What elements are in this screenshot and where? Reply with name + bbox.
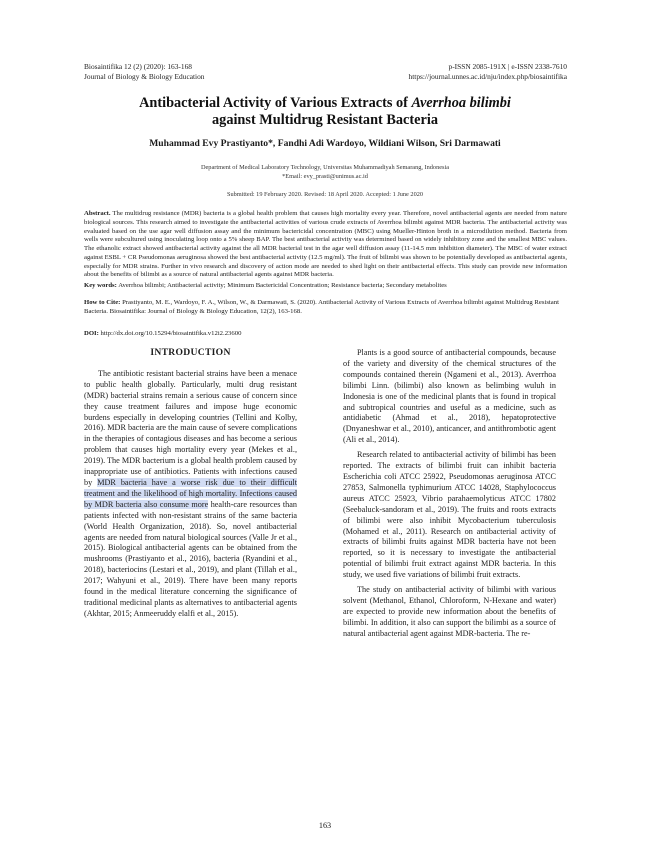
page-number: 163 (318, 821, 332, 830)
abstract-label: Abstract. (84, 210, 111, 217)
keywords-text: Averrhoa bilimbi; Antibacterial activity; Minimum Bactericidal Concentration; Resistance bacteria; Secondary metabolites (118, 282, 447, 289)
intro-paragraph-1-end: health-care resources than patients infected with non-resistant strains of the same bacteria (World Health Organization, 2018). So, novel antibacterial agents are needed from natural biological sources (Valle Jr et al., 2015). Biological antibacterial agents can be obtained from the mushrooms (Prastiyanto et al., 2016), bacteria (Ryandini et al., 2018), bacteriocins (Lestari et al., 2019), and plant (Tillah et al., 2017; Wahyuni et al., 2019). There have been many reports found in the medical literature concerning the significance of traditional medicinal plants as alternatives to antibacterial agents (Akhtar, 2015; Anmeeruddy elalfi et al., 2015). (84, 499, 297, 618)
abstract-text: The multidrug resistance (MDR) bacteria is a global health problem that causes high mortality every year. Therefore, novel antibacterial agents are needed from nature biological sources. This research aimed to investigate the antibacterial activities of various crude extracts of Averrhoa bilimbi against MDR bacteria. The antibacterial activity was evaluated based on the use agar well diffusion assay and the minimum bactericidal concentration (MBC) using Mueller-Hinton broth in a microdilution method. Bacteria from wells were subcultured using inoculating loop onto a 5% sheep BAP. The best antibacterial activity was determined based on widely inhibitory zone and the smallest MBC values. The ethanolic extract showed antibacterial activity against the all MDR bacterial test in the agar well diffusion assay (11-14.5 mm inhibition diameter). The MBC of water extract against ESBL + CR Pseudomonas aeruginosa showed the best antibacterial activity (12.5 mg/ml). The fruit of bilimbi was shown to be potentially developed as antibacterial agents, especially for MDR strains. Further in vivo research and discovery of action mode are needed to shed light on their antibacterial effects. This study can provide new information about the benefits of bilimbi as a source of natural antibacterial agents against MDR bacteria. (84, 210, 567, 279)
paper-title-part2: against Multidrug Resistant Bacteria (212, 112, 438, 128)
intro-paragraph-2: Plants is a good source of antibacterial compounds, because of the variety and diversity of the chemical structures of the compounds contained therein (Ngameni et al., 2013). Averrhoa bilimbi Linn. (bilimbi) also known as belimbing wuluh in Indonesia is one of the medicinal plants that is found in tropical and subtropical countries and useful as a medicine, such as antidiabetic (Ahmad et al., 2018), hepatoprotective (Dnyaneshwar et al., 2010), anticancer, and antithrombotic agent (Ali et al., 2014). (343, 348, 556, 445)
citation-label: How to Cite: (84, 299, 121, 306)
doi (84, 330, 567, 337)
highlighted-text[interactable]: MDR bacteria have a worse risk due to their difficult treatment and the likelihood of high mortality. Infections caused by MDR bacteria also consume more (84, 477, 298, 509)
journal-header-left (84, 62, 205, 81)
affiliation-block (70, 164, 580, 181)
journal-issn: p-ISSN 2085-191X | e-ISSN 2338-7610 (448, 62, 567, 71)
body-column-right (343, 348, 556, 640)
intro-paragraph-1-start: The antibiotic resistant bacterial strains have been a menace to public health globally. Particularly, multi drug resistant (MDR) bacterial strains remain a serious cause of concern since they cause treatment failures and impose huge economic burdens especially in developing countries (Tellini and Kolby, 2016). MDR bacteria are the main cause of severe complications in the therapies of contagious diseases and has become a serious problem that causes high mortality every year (Mekes et al., 2019). The MDR bacterium is a global health problem caused by inappropriate use of antibiotics. Patients with infections caused by (84, 368, 297, 487)
intro-paragraph-1 (84, 369, 297, 620)
citation (84, 299, 567, 316)
section-heading-introduction: INTRODUCTION (150, 347, 231, 358)
submission-dates: Submitted: 19 February 2020. Revised: 18 April 2020. Accepted: 1 June 2020 (226, 191, 424, 198)
journal-name: Journal of Biology & Biology Education (84, 71, 205, 81)
doi-label: DOI: (84, 330, 99, 337)
body-column-left (84, 348, 297, 620)
paper-title-part1: Antibacterial Activity of Various Extracts of (139, 95, 412, 111)
paper-title-species: Averrhoa bilimbi (411, 95, 511, 111)
doi-link[interactable]: http://dx.doi.org/10.15294/biosaintifika.v12i2.23600 (100, 330, 242, 337)
journal-volume: Biosaintifika 12 (2) (2020): 163-168 (84, 62, 192, 71)
journal-header-right (409, 62, 567, 81)
affiliation: Department of Medical Laboratory Technology, Universitas Muhammadiyah Semarang, Indonesia (200, 164, 450, 171)
journal-url[interactable]: https://journal.unnes.ac.id/nju/index.php/biosaintifika (408, 71, 567, 81)
paper-authors: Muhammad Evy Prastiyanto*, Fandhi Adi Wardoyo, Wildiani Wilson, Sri Darmawati (149, 138, 501, 149)
keywords-label: Key words: (84, 282, 117, 289)
intro-paragraph-4: The study on antibacterial activity of bilimbi with various solvent (Methanol, Ethanol, Chloroform, N-Hexane and water) are expected to provide new information about the benefits of bilimbi. In addition, it also can support the bilimbi as a source of natural antibacterial agent against MDR-bacteria. The re- (343, 585, 556, 638)
corresponding-email: *Email: evy_prasti@unimus.ac.id (282, 172, 368, 180)
abstract (84, 210, 567, 280)
keywords (84, 282, 567, 291)
paper-title (70, 95, 580, 129)
intro-paragraph-3: Research related to antibacterial activity of bilimbi has been reported. The extracts of bilimbi fruit can inhibit bacteria Escherichia coli ATCC 25922, Pseudomonas aeruginosa ATCC 27853, Salmonella typhimurium ATCC 14028, Staphylococcus aureus ATCC 25923, Vibrio parahaemolyticus ATCC 17802 (Seebaluck-sandoram et al., 2019). The fruits and roots extracts of bilimbi were also inhibit Mycobacterium tuberculosis (Mohamed et al., 2011). Research on antibacterial activity of extracts of bilimbi fruits against MDR bacteria have not been reported, so it is necessary to investigate the antibacterial potential of bilimbi fruit extract against MDR bacteria. In this study, we used five variations of bilimbi fruit extracts. (343, 450, 556, 580)
citation-text: Prastiyanto, M. E., Wardoyo, F. A., Wilson, W., & Darmawati, S. (2020). Antibacterial Activity of Various Extracts of Averrhoa bilimbi against Multidrug Resistant Bacteria. Biosaintifika: Journal of Biology & Biology Education, 12(2), 163-168. (84, 299, 559, 315)
